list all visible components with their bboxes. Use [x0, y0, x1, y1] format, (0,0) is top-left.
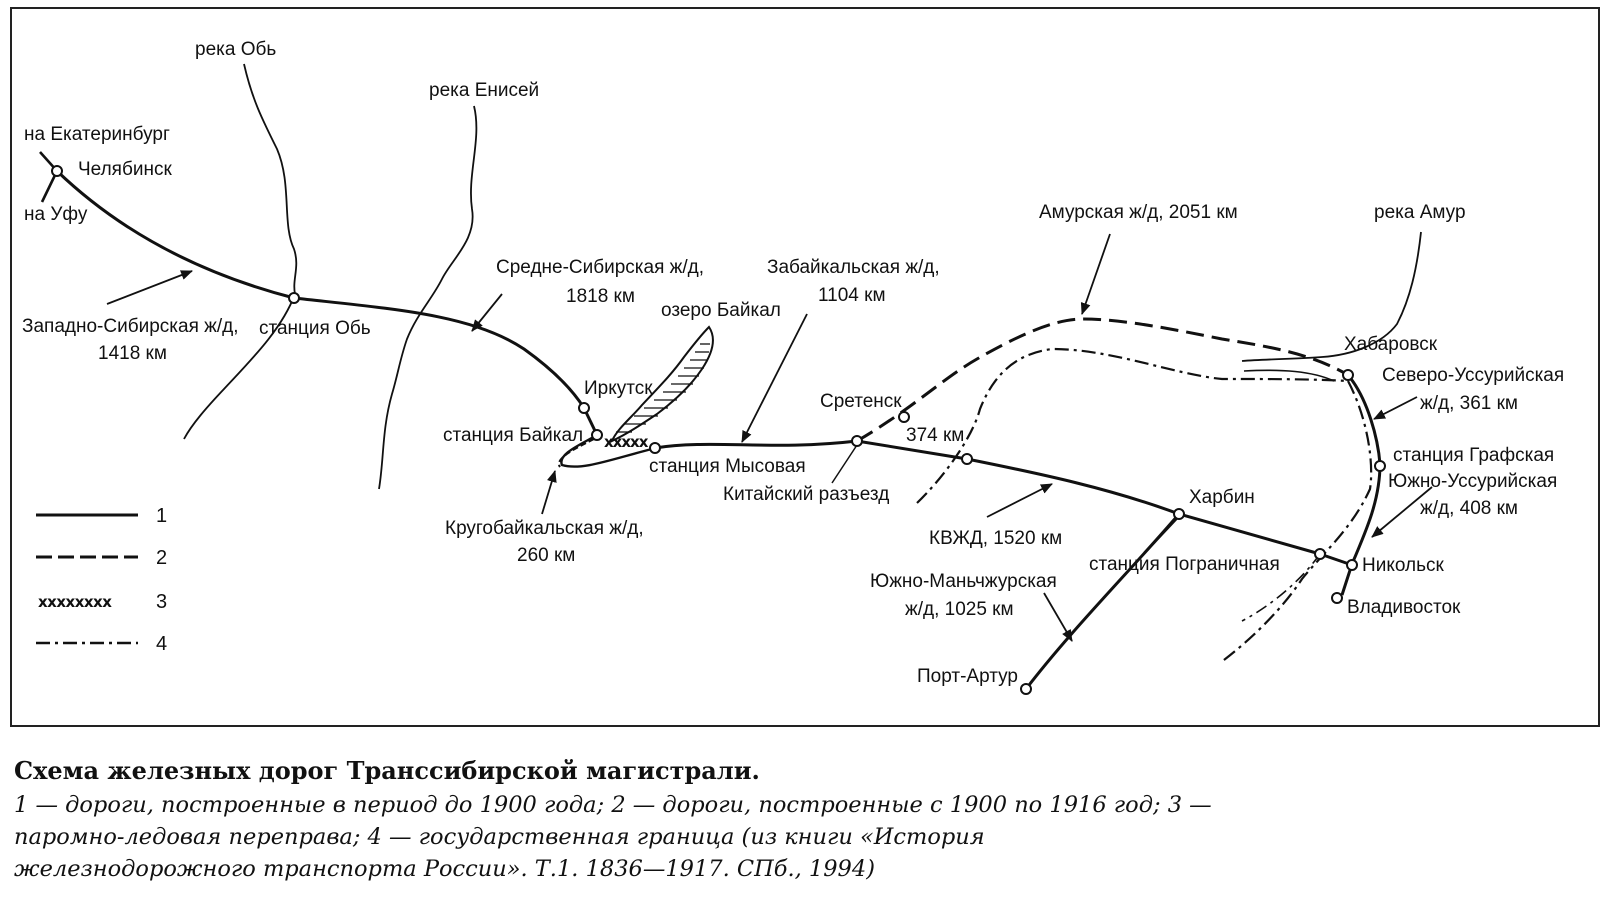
- label-transbaikal-1: Забайкальская ж/д,: [767, 257, 940, 278]
- label-sretensk: Сретенск: [820, 391, 902, 412]
- main-line-chelyabinsk-irkutsk: [57, 171, 584, 408]
- legend: [36, 505, 167, 655]
- label-baikal-station: станция Байкал: [443, 425, 584, 446]
- label-north-ussuri-2: ж/д, 361 км: [1420, 393, 1518, 414]
- label-irkutsk: Иркутск: [584, 378, 653, 399]
- station-nikolsk-marker: [1347, 560, 1357, 570]
- label-port-arthur: Порт-Артур: [917, 666, 1018, 687]
- station-sretensk-marker: [899, 412, 909, 422]
- label-pogranichnaya: станция Пограничная: [1089, 554, 1280, 575]
- label-mid-siberian-2: 1818 км: [566, 286, 635, 307]
- station-pogranichnaya-marker: [1315, 549, 1325, 559]
- station-khabarovsk-marker: [1343, 370, 1353, 380]
- station-km374-marker: [962, 454, 972, 464]
- station-ob-marker: [289, 293, 299, 303]
- caption-line-2: паромно-ледовая переправа; 4 — государственная граница (из книги «История: [14, 824, 985, 850]
- station-irkutsk-marker: [579, 403, 589, 413]
- caption-title: Схема железных дорог Транссибирской магистрали.: [14, 756, 760, 785]
- label-circumbaikal-2: 260 км: [517, 545, 576, 566]
- arrow-south-manchurian: [1044, 593, 1072, 641]
- label-ob-river: река Обь: [195, 39, 277, 60]
- station-baikal-marker: [592, 430, 602, 440]
- label-ob-station: станция Обь: [259, 318, 371, 339]
- arrow-cer: [987, 484, 1052, 517]
- caption: [14, 756, 1604, 885]
- ob-river: [184, 64, 296, 439]
- label-cer: КВЖД, 1520 км: [929, 528, 1063, 549]
- station-harbin-marker: [1174, 509, 1184, 519]
- label-nikolsk: Никольск: [1362, 555, 1444, 576]
- arrow-amur: [1082, 234, 1110, 314]
- label-south-manchurian-2: ж/д, 1025 км: [905, 599, 1014, 620]
- station-grafskaya-marker: [1375, 461, 1385, 471]
- pointer-chinese-siding: [832, 445, 857, 483]
- label-amur-rail: Амурская ж/д, 2051 км: [1039, 202, 1238, 223]
- label-mysovaya: станция Мысовая: [649, 456, 806, 477]
- label-north-ussuri-1: Северо-Уссурийская: [1382, 365, 1565, 386]
- label-to-yekaterinburg: на Екатеринбург: [24, 124, 170, 145]
- station-mysovaya-marker: [650, 443, 660, 453]
- label-grafskaya: станция Графская: [1393, 445, 1555, 466]
- label-south-manchurian-1: Южно-Маньчжурская: [870, 571, 1057, 592]
- label-mid-siberian-1: Средне-Сибирская ж/д,: [496, 257, 705, 278]
- railway-map: [12, 9, 1598, 725]
- legend-num-1: 1: [156, 505, 168, 527]
- arrow-mid-siberian: [472, 294, 502, 331]
- label-chinese-siding: Китайский разъезд: [723, 484, 890, 505]
- label-south-ussuri-1: Южно-Уссурийская: [1388, 471, 1558, 492]
- station-chelyabinsk-marker: [52, 166, 62, 176]
- label-km374: 374 км: [906, 425, 965, 446]
- ferry-crossing: xxxxx: [604, 433, 648, 451]
- label-south-ussuri-2: ж/д, 408 км: [1420, 498, 1518, 519]
- arrow-circumbaikal: [542, 471, 555, 514]
- arrow-west-siberian: [107, 271, 192, 304]
- label-west-siberian-1: Западно-Сибирская ж/д,: [22, 316, 239, 337]
- label-khabarovsk: Хабаровск: [1344, 334, 1438, 355]
- legend-line-crosses: xxxxxxxx: [38, 593, 112, 611]
- label-chelyabinsk: Челябинск: [78, 159, 172, 180]
- label-to-ufa: на Уфу: [24, 204, 88, 225]
- caption-line-3: железнодорожного транспорта России». Т.1. 1836—1917. СПб., 1994): [14, 856, 875, 882]
- label-west-siberian-2: 1418 км: [98, 343, 167, 364]
- station-chinese-siding-marker: [852, 436, 862, 446]
- arrow-north-ussuri: [1374, 397, 1417, 419]
- label-baikal-lake: озеро Байкал: [661, 300, 781, 321]
- label-harbin: Харбин: [1189, 487, 1255, 508]
- state-border-north: [917, 349, 1348, 503]
- label-circumbaikal-1: Кругобайкальская ж/д,: [445, 518, 644, 539]
- station-vladivostok-marker: [1332, 593, 1342, 603]
- label-transbaikal-2: 1104 км: [818, 285, 886, 306]
- legend-num-3: 3: [156, 591, 168, 613]
- legend-num-2: 2: [156, 547, 168, 569]
- label-vladivostok: Владивосток: [1347, 597, 1461, 618]
- legend-num-4: 4: [156, 633, 168, 655]
- label-amur-river: река Амур: [1374, 202, 1466, 223]
- caption-line-1: 1 — дороги, построенные в период до 1900 года; 2 — дороги, построенные с 1900 по 1916 год; 3 —: [14, 792, 1212, 818]
- label-yenisei-river: река Енисей: [429, 80, 540, 101]
- station-markers: [52, 166, 1385, 694]
- arrow-transbaikal: [742, 314, 807, 442]
- map-frame: [10, 7, 1600, 727]
- caption-text: [14, 789, 1604, 885]
- station-port-arthur-marker: [1021, 684, 1031, 694]
